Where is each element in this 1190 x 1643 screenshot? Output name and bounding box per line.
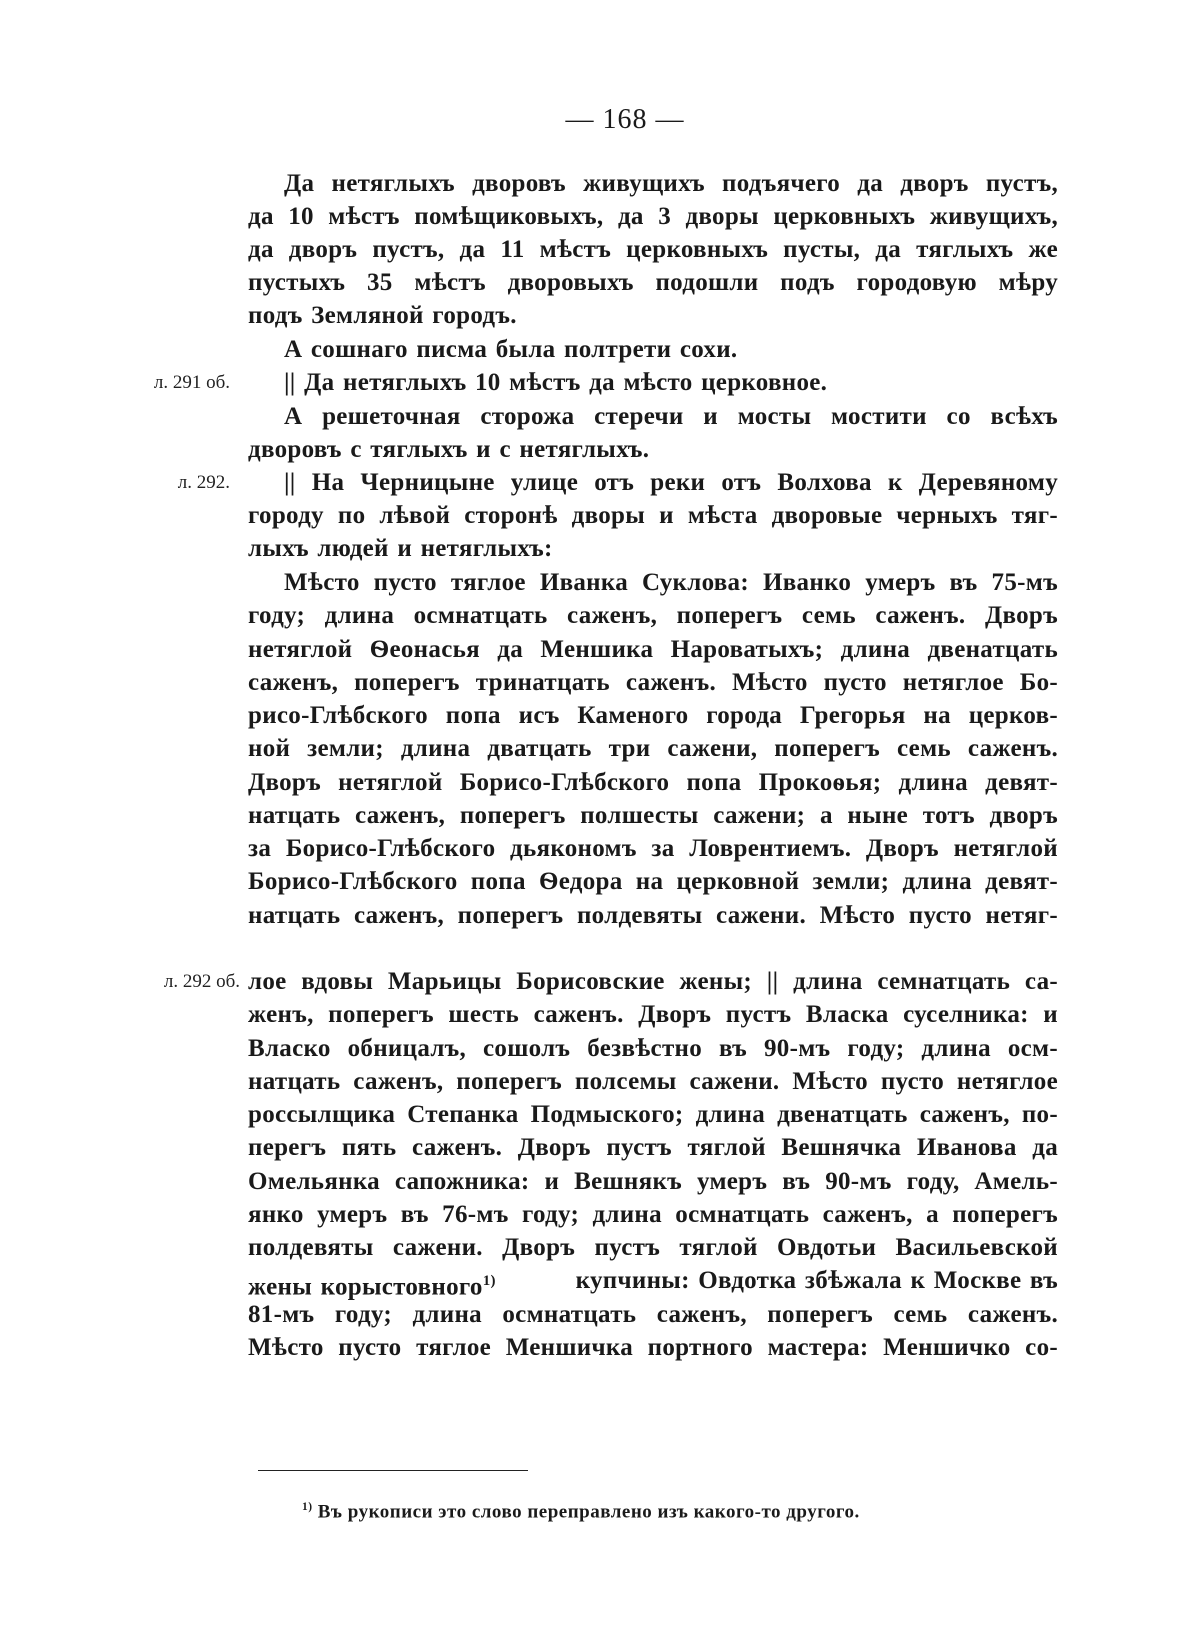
footnote-rule	[258, 1470, 528, 1471]
text-line: Дворъ нетяглой Борисо-Глѣбского попа Прокоѳья; длина девят-	[248, 769, 1058, 796]
text-line: лыхъ людей и нетяглыхъ:	[248, 535, 553, 562]
text-line: да 10 мѣстъ помѣщиковыхъ, да 3 дворы церковныхъ живущихъ,	[248, 203, 1058, 230]
text-line: пустыхъ 35 мѣстъ дворовыхъ подошли подъ городовую мѣру	[248, 269, 1058, 296]
footnote-marker: 1)	[302, 1501, 313, 1513]
text-line: женъ, поперегъ шесть саженъ. Дворъ пустъ Власка суселника: и	[248, 1001, 1058, 1028]
footnote	[302, 1493, 860, 1526]
text-segment: жены корыстовного$^{1)}$	[248, 1273, 496, 1301]
text-line: || Да нетяглыхъ 10 мѣстъ да мѣсто церковное.	[284, 369, 828, 396]
text-line: городу по лѣвой сторонѣ дворы и мѣста дворовые черныхъ тяг-	[248, 502, 1058, 529]
text-line: ной земли; длина дватцать три сажени, поперегъ семь саженъ.	[248, 735, 1058, 762]
text-line: А сошнаго писма была полтрети сохи.	[284, 336, 738, 363]
text-line: натцать саженъ, поперегъ полсемы сажени. Мѣсто пусто нетяглое	[248, 1068, 1058, 1095]
text-segment: купчины: Овдотка збѣжала к Москве въ	[575, 1267, 1058, 1294]
text-line: полдевяты сажени. Дворъ пустъ тяглой Овдотьи Васильевской	[248, 1234, 1058, 1261]
margin-note: л. 291 об.	[153, 372, 230, 393]
footnote-reference: 1)	[482, 1273, 496, 1289]
margin-note: л. 292 об.	[163, 971, 240, 992]
text-line: дворовъ с тяглыхъ и с нетяглыхъ.	[248, 436, 650, 463]
text-line: натцать саженъ, поперегъ полдевяты сажени. Мѣсто пусто нетяг-	[248, 902, 1058, 929]
text-line: да дворъ пустъ, да 11 мѣстъ церковныхъ пусты, да тяглыхъ же	[248, 236, 1058, 263]
text-line: рисо-Глѣбского попа исъ Каменого города Грегорья на церков-	[248, 702, 1058, 729]
text-line: янко умеръ въ 76-мъ году; длина осмнатцать саженъ, а поперегъ	[248, 1201, 1058, 1228]
text-line: Да нетяглыхъ дворовъ живущихъ подъячего да дворъ пустъ,	[284, 170, 1058, 197]
text-line: натцать саженъ, поперегъ полшесты сажени; а ныне тотъ дворъ	[248, 802, 1058, 829]
footnote-text: Въ рукописи это слово переправлено изъ какого-то другого.	[317, 1501, 860, 1523]
text-line: саженъ, поперегъ тринатцать саженъ. Мѣсто пусто нетяглое Бо-	[248, 669, 1058, 696]
text-line: Омельянка сапожника: и Вешнякъ умеръ въ 90-мъ году, Амель-	[248, 1168, 1058, 1195]
text-line: подъ Земляной городъ.	[248, 302, 517, 329]
text-line: году; длина осмнатцать саженъ, поперегъ семь саженъ. Дворъ	[248, 602, 1058, 629]
text-line: нетяглой Ѳеонасья да Меншика Нароватыхъ; длина двенатцать	[248, 636, 1058, 663]
margin-note: л. 292.	[177, 472, 230, 493]
text-line: россылщика Степанка Подмыского; длина двенатцать саженъ, по-	[248, 1101, 1058, 1128]
text-line: перегъ пять саженъ. Дворъ пустъ тяглой Вешнячка Иванова да	[248, 1134, 1058, 1161]
text-line: 81-мъ году; длина осмнатцать саженъ, поперегъ семь саженъ.	[248, 1301, 1058, 1328]
page-number: — 168 —	[565, 104, 685, 135]
text-line: Мѣсто пусто тяглое Иванка Суклова: Иванко умеръ въ 75-мъ	[284, 569, 1058, 596]
text-line: || На Черницыне улице отъ реки отъ Волхова к Деревяному	[284, 469, 1058, 496]
text-line: Борисо-Глѣбского попа Ѳедора на церковной земли; длина девят-	[248, 868, 1058, 895]
text-line: лое вдовы Марьицы Борисовские жены; || длина семнатцать са-	[248, 968, 1058, 995]
text-line: А решеточная сторожа стеречи и мосты мостити со всѣхъ	[284, 403, 1058, 430]
text-line: за Борисо-Глѣбского дьякономъ за Ловрентиемъ. Дворъ нетяглой	[248, 835, 1058, 862]
text-line: Власко обницалъ, сошолъ безвѣстно въ 90-мъ году; длина осм-	[248, 1035, 1058, 1062]
text-line: Мѣсто пусто тяглое Меншичка портного мастера: Меншичко со-	[248, 1334, 1058, 1361]
